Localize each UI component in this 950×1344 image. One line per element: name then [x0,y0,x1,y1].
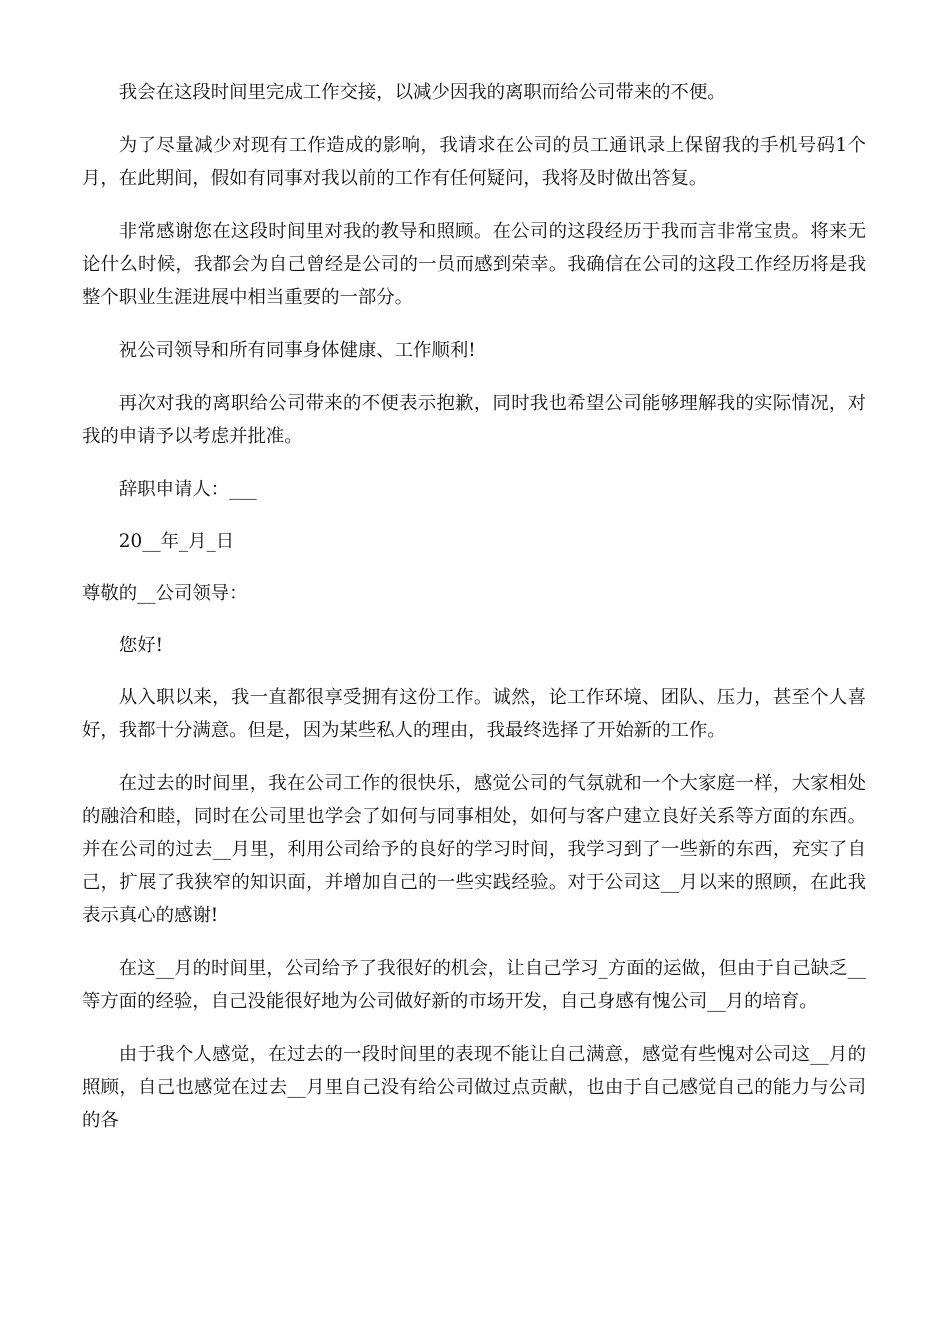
paragraph-contact-request: 为了尽量减少对现有工作造成的影响，我请求在公司的员工通讯录上保留我的手机号码1个月，在此期间，假如有同事对我以前的工作有任何疑问，我将及时做出答复。 [82,135,866,189]
signature-line: 辞职申请人：___ [118,479,257,500]
paragraph-apology: 再次对我的离职给公司带来的不便表示抱歉，同时我也希望公司能够理解我的实际情况，对我的申请予以考虑并批准。 [82,393,866,447]
paragraph-past-time: 在过去的时间里，我在公司工作的很快乐，感觉公司的气氛就和一个大家庭一样，大家相处的融洽和睦，同时在公司里也学会了如何与同事相处，如何与客户建立良好关系等方面的东西。并在公司的过去__月里，利用公司给予的良好的学习时间，我学习到了一些新的东西，充实了自己，扩展了我狭窄的知识面，并增加自己的一些实践经验。对于公司这__月以来的照顾，在此我表示真心的感谢! [82,773,866,926]
paragraph-gratitude: 非常感谢您在这段时间里对我的教导和照顾。在公司的这段经历于我而言非常宝贵。将来无论什么时候，我都会为自己曾经是公司的一员而感到荣幸。我确信在公司的这段工作经历将是我整个职业生涯进展中相当重要的一部分。 [82,221,866,308]
paragraph-personal-feeling: 由于我个人感觉，在过去的一段时间里的表现不能让自己满意，感觉有些愧对公司这__月的照顾，自己也感觉在过去__月里自己没有给公司做过点贡献，也由于自己感觉自己的能力与公司的各 [82,1044,866,1131]
paragraph-since-joining: 从入职以来，我一直都很享受拥有这份工作。诚然，论工作环境、团队、压力，甚至个人喜好，我都十分满意。但是，因为某些私人的理由，我最终选择了开始新的工作。 [82,687,866,741]
letter-document [82,76,866,1157]
paragraph-handover: 我会在这段时间里完成工作交接，以减少因我的离职而给公司带来的不便。 [118,82,726,103]
paragraph-wishes: 祝公司领导和所有同事身体健康、工作顺利! [118,340,476,361]
date-line: 20__年_月_日 [118,531,235,552]
paragraph-opportunity: 在这__月的时间里，公司给予了我很好的机会，让自己学习_方面的运做，但由于自己缺乏__等方面的经验，自己没能很好地为公司做好新的市场开发，自己身感有愧公司__月的培育。 [82,958,866,1012]
salutation: 尊敬的__公司领导： [82,583,248,604]
greeting: 您好! [118,635,163,656]
